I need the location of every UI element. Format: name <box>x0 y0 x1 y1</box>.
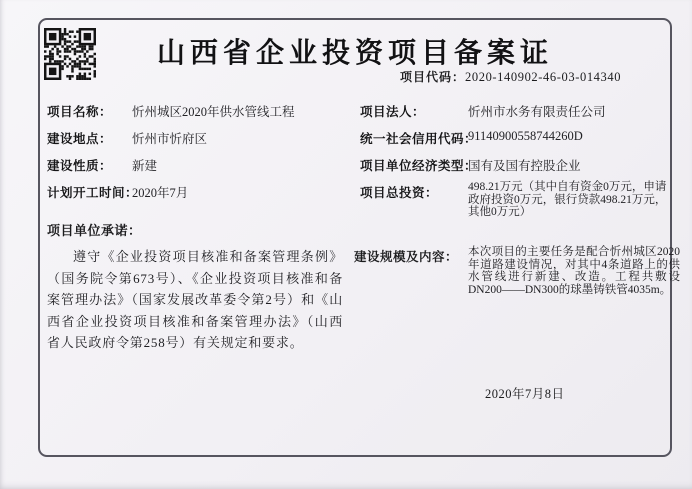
field-value-planned-start: 2020年7月 <box>132 186 189 200</box>
issue-date: 2020年7月8日 <box>485 387 565 401</box>
field-value-credit-code: 91140900558744260D <box>468 129 583 143</box>
project-code <box>400 68 621 85</box>
field-label-location: 建设地点： <box>47 132 113 146</box>
field-value-construction-nature: 新建 <box>132 159 158 173</box>
commitment-label: 项目单位承诺： <box>47 223 142 238</box>
scale-label: 建设规模及内容： <box>354 250 459 264</box>
project-code-value: 2020-140902-46-03-014340 <box>465 70 622 84</box>
field-label-legal-person: 项目法人： <box>360 105 426 119</box>
field-label-project-name: 项目名称： <box>47 105 113 119</box>
field-label-economic-type: 项目单位经济类型： <box>360 159 478 173</box>
field-value-legal-person: 忻州市水务有限责任公司 <box>468 105 606 119</box>
scale-text: 本次项目的主要任务是配合忻州城区2020年道路建设情况，对其中4条道路上的供水管线进行新建、改造。工程共敷设DN200——DN300的球墨铸铁管4035m。 <box>468 246 680 296</box>
field-label-construction-nature: 建设性质： <box>47 159 113 173</box>
field-value-economic-type: 国有及国有控股企业 <box>468 159 581 173</box>
certificate-title: 山西省企业投资项目备案证 <box>156 38 553 69</box>
field-value-project-name: 忻州城区2020年供水管线工程 <box>132 105 295 119</box>
certificate-frame <box>38 18 680 457</box>
field-label-credit-code: 统一社会信用代码： <box>360 132 478 146</box>
field-value-location: 忻州市忻府区 <box>132 132 208 146</box>
field-label-total-investment: 项目总投资： <box>360 186 439 200</box>
field-label-planned-start: 计划开工时间： <box>47 186 139 200</box>
commitment-text: 遵守《企业投资项目核准和备案管理条例》（国务院令第673号）、《企业投资项目核准和备案管理办法》（国家发展改革委令第2号）和《山西省企业投资项目核准和备案管理办法》（山西省人民政府令第258号）有关规定和要求。 <box>47 249 343 350</box>
project-code-label: 项目代码： <box>400 70 466 84</box>
field-value-total-investment: 498.21万元（其中自有资金0万元，申请政府投资0万元，银行贷款498.21万元，其他0万元） <box>468 181 667 218</box>
